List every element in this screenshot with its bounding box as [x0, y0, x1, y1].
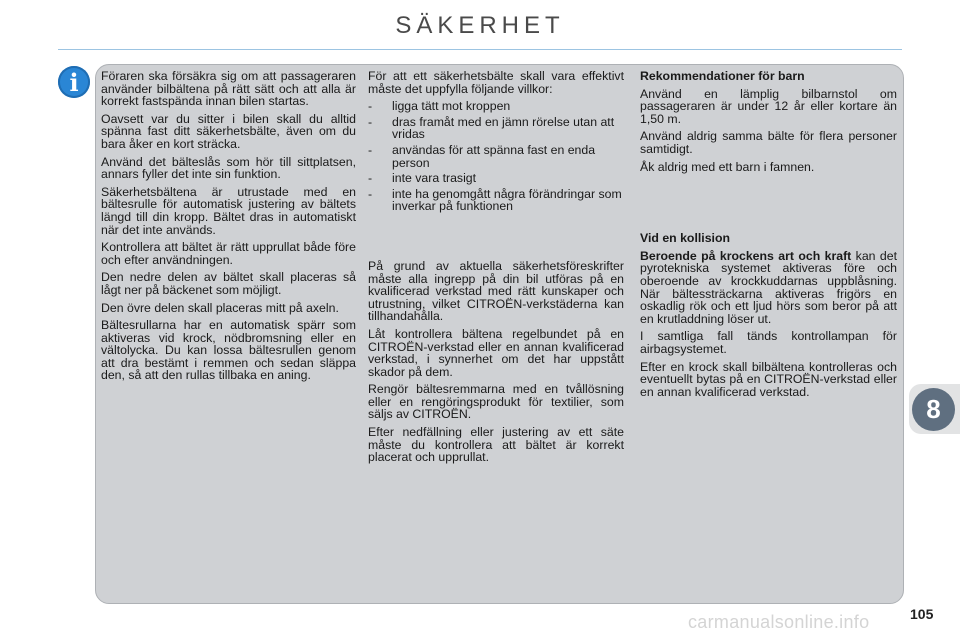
dash-marker: - — [368, 99, 373, 114]
info-icon: i — [58, 66, 90, 98]
list-item — [368, 188, 624, 213]
dash-marker: - — [368, 114, 373, 129]
spacer — [368, 216, 624, 260]
chapter-badge: 8 — [912, 388, 955, 431]
list-item — [368, 144, 624, 169]
paragraph: Den övre delen skall placeras mitt på axeln. — [101, 300, 339, 315]
list-item — [368, 100, 624, 113]
paragraph: Kontrollera att bältet är rätt upprullat både före och efter användningen. — [101, 240, 356, 267]
lead-bold-text: Beroende på krockens art och kraft — [640, 248, 852, 263]
paragraph: Använd det bälteslås som hör till sittplatsen, annars fyller det inte sin funktion. — [101, 154, 356, 182]
dash-marker: - — [368, 186, 373, 201]
paragraph — [640, 250, 897, 326]
spacer — [640, 178, 897, 232]
section-heading-children: Rekommendationer för barn — [640, 69, 805, 83]
dash-marker: - — [368, 171, 373, 186]
page-title: SÄKERHET — [395, 12, 565, 39]
paragraph: Använd en lämplig bilbarnstol om passageraren är under 12 år eller kortare än 1,50 m. — [640, 86, 897, 126]
paragraph: Efter nedfällning eller justering av ett säte måste du kontrollera att bältet är korrekt placerat och upprullat. — [368, 425, 624, 465]
title-divider — [58, 49, 902, 50]
paragraph: Använd aldrig samma bälte för flera personer samtidigt. — [640, 129, 897, 156]
page-number: 105 — [910, 606, 934, 622]
section-heading-collision: Vid en kollision — [640, 231, 730, 246]
watermark: carmanualsonline.info — [688, 612, 870, 632]
paragraph: Den nedre delen av bältet skall placeras så lågt ner på bäckenet som möjligt. — [101, 270, 356, 297]
list-item-text: användas för att spänna fast en enda person — [392, 142, 596, 170]
list-item-text: ligga tätt mot kroppen — [392, 99, 511, 114]
lead-text: kan det pyrotekniska systemet aktiveras före och oberoende av krockkuddarnas uppblåsning. När bältessträckarna aktiveras frigörs en oskadlig rök och ett ljud hörs som beror på att en krutladdning löser ut. — [640, 248, 897, 326]
list-item-text: inte vara trasigt — [392, 171, 477, 186]
list-item-text: inte ha genomgått några förändringar som inverkar på funktionen — [392, 186, 622, 214]
list-item — [368, 172, 624, 185]
dash-marker: - — [368, 142, 373, 157]
paragraph: Föraren ska försäkra sig om att passageraren använder bilbältena på rätt sätt och att alla är korrekt fastspända innan bilen startas. — [101, 69, 356, 109]
paragraph: På grund av aktuella säkerhetsföreskrifter måste alla ingrepp på din bil utföras på en kvalificerad verkstad med rätt kunskaper och utrustning, vilket CITROËN-verkstäderna kan tillhandahålla. — [368, 258, 624, 324]
column-left — [101, 70, 356, 387]
list-item — [368, 116, 624, 141]
paragraph: Säkerhetsbältena är utrustade med en bältesrulle för automatisk justering av bältets längd till din kropp. Bältet dras in automatiskt när det inte används. — [101, 184, 356, 237]
column-middle — [368, 70, 624, 469]
paragraph: I samtliga fall tänds kontrollampan för airbagsystemet. — [640, 329, 897, 356]
paragraph: Låt kontrollera bältena regelbundet på en CITROËN-verkstad eller en annan kvalificerad verkstad, i synnerhet om det har uppstått skador på dem. — [368, 326, 624, 379]
intro-paragraph: För att ett säkerhetsbälte skall vara effektivt måste det uppfylla följande villkor: — [368, 69, 624, 96]
paragraph: Bältesrullarna har en automatisk spärr som aktiveras vid krock, nödbromsning eller en vältolycka. Du kan lossa bältesrullen genom att dra bestämt i remmen och sedan släppa den, så att den rullas tillbaka en aning. — [101, 318, 356, 383]
paragraph: Efter en krock skall bilbältena kontrolleras och eventuellt bytas på en CITROËN-verkstad eller en annan kvalificerad verkstad. — [640, 359, 897, 399]
paragraph: Oavsett var du sitter i bilen skall du alltid spänna fast ditt säkerhetsbälte, även om du bara åker en kort sträcka. — [101, 111, 356, 151]
paragraph: Åk aldrig med ett barn i famnen. — [640, 159, 815, 174]
paragraph: Rengör bältesremmarna med en tvållösning eller en rengöringsprodukt för textilier, som säljs av CITROËN. — [368, 382, 624, 422]
list-item-text: dras framåt med en jämn rörelse utan att vridas — [392, 114, 615, 142]
column-right — [640, 70, 897, 403]
